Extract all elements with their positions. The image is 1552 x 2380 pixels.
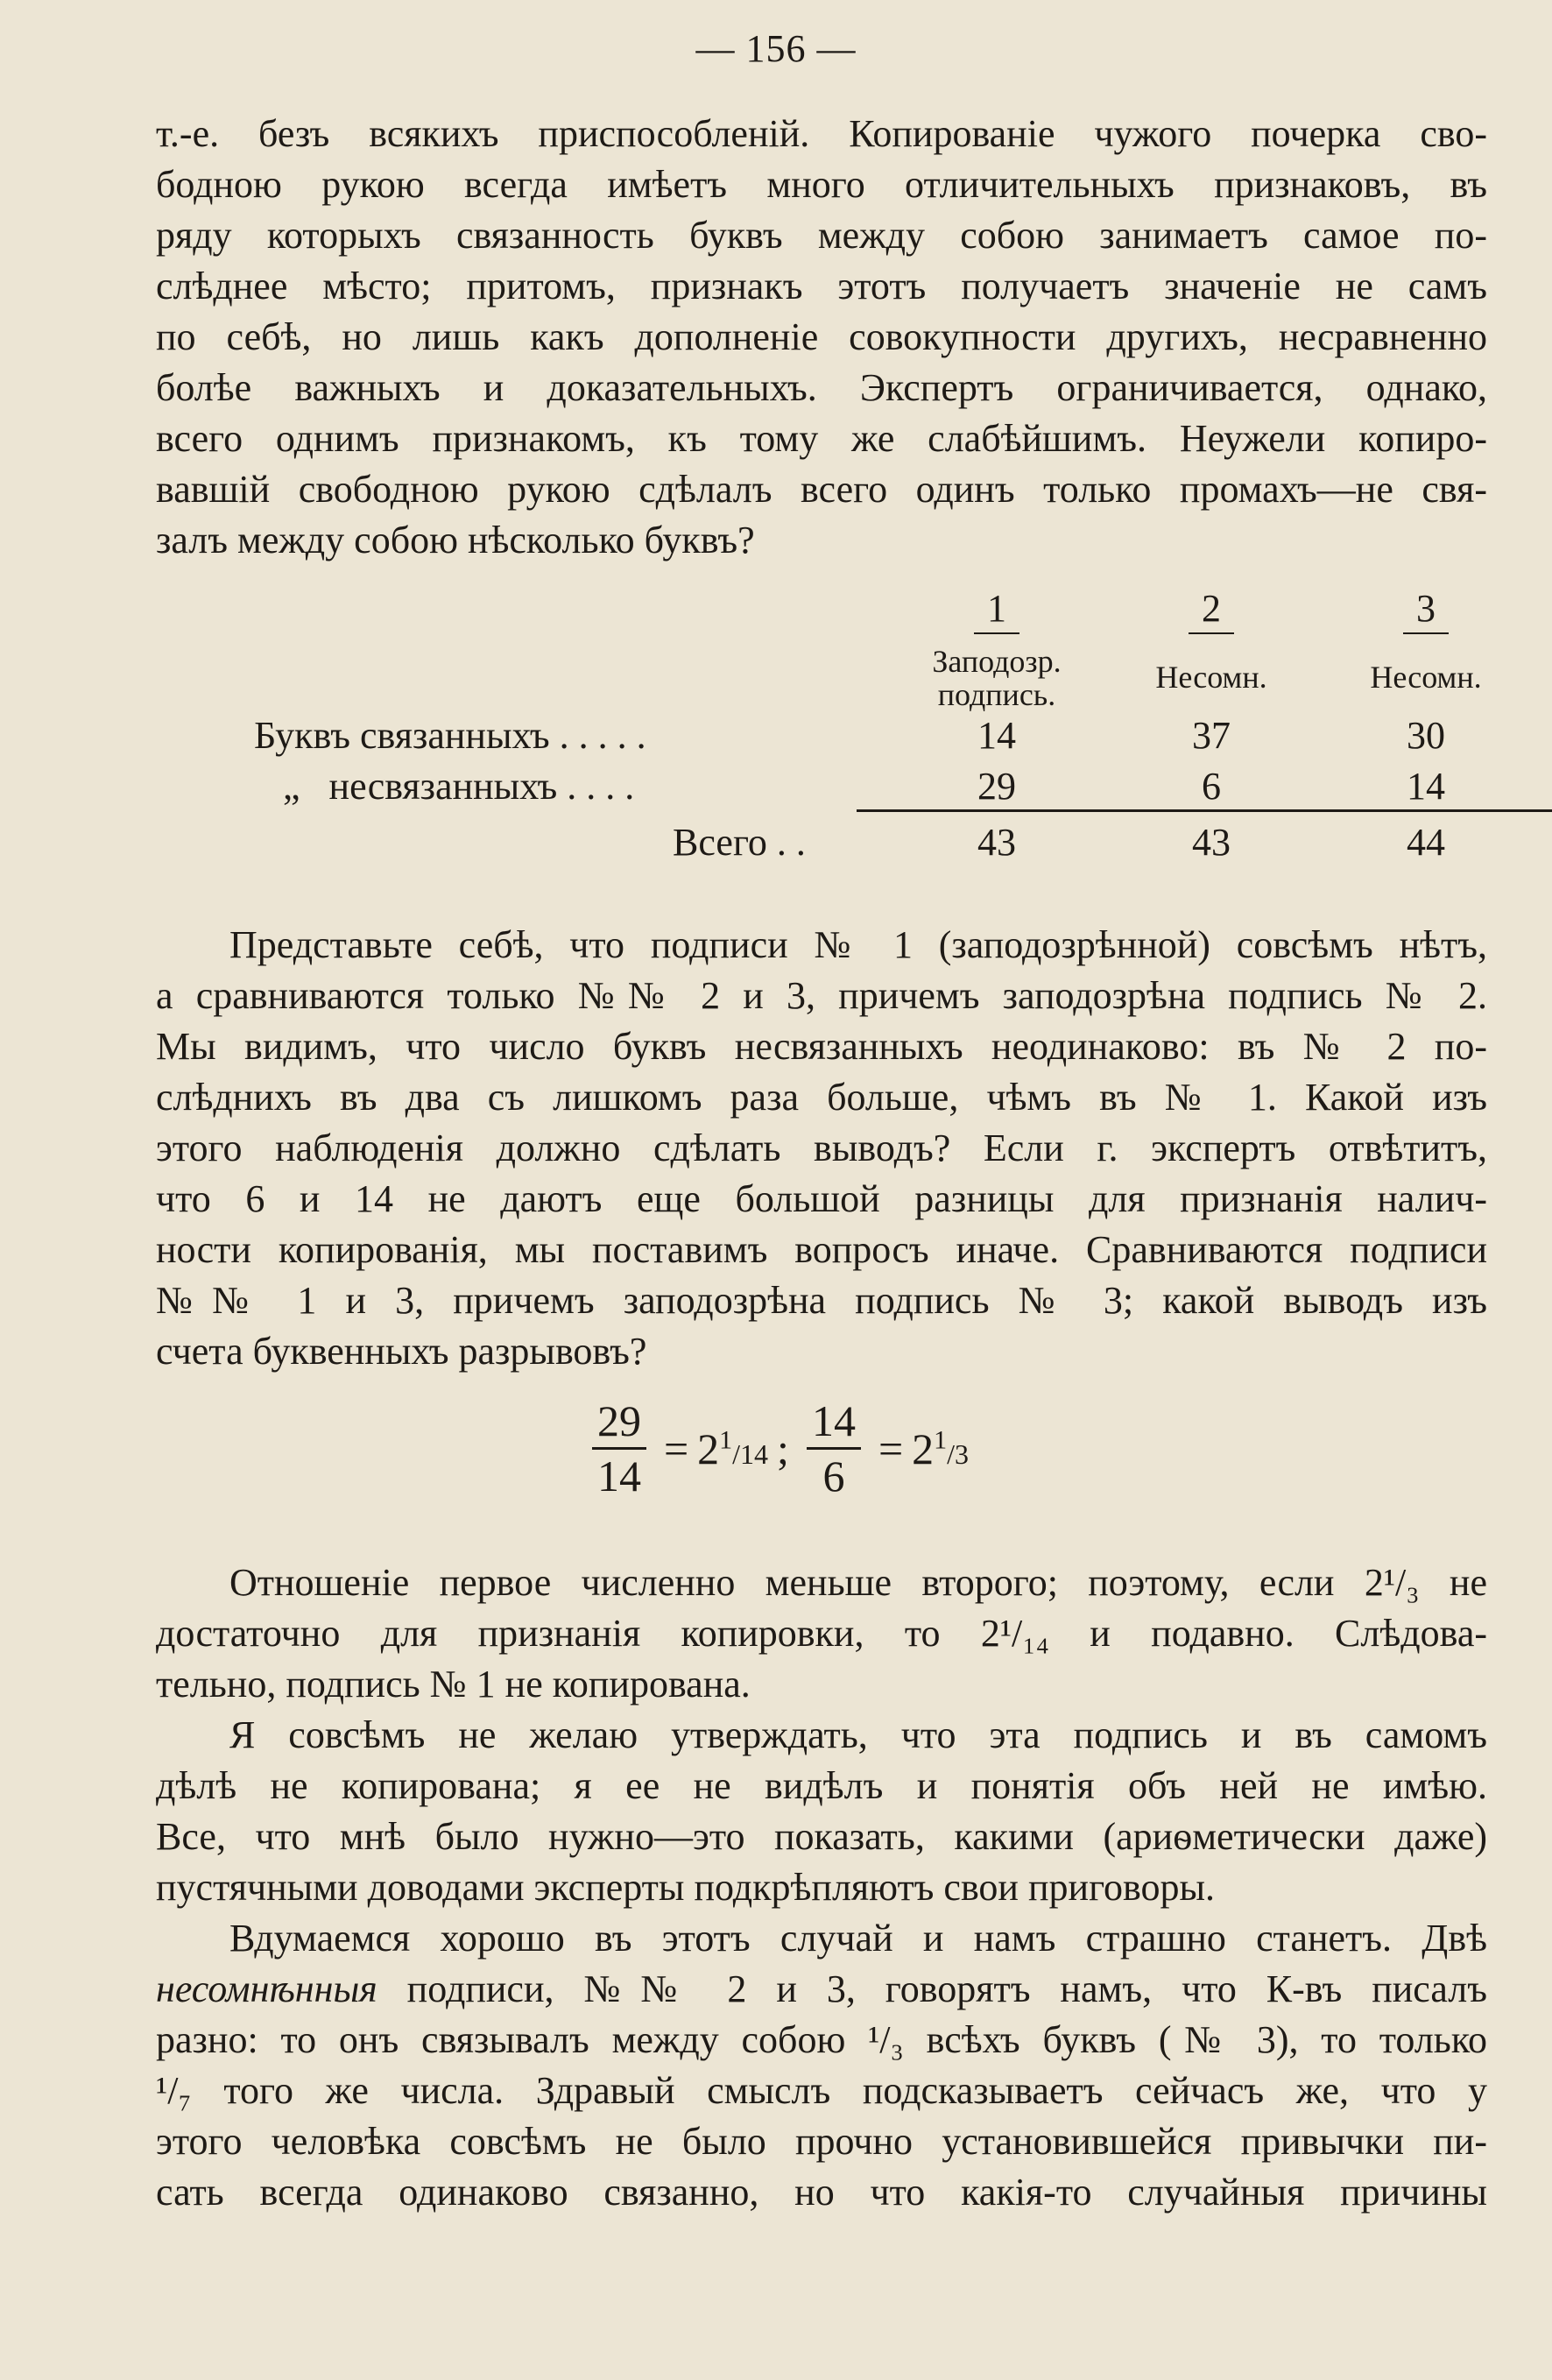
total-rule <box>857 809 1552 812</box>
text-line: залъ между собою нѣсколько буквъ? <box>156 519 755 561</box>
text-line: Вдумаемся хорошо въ этотъ случай и намъ страшно станетъ. Двѣ <box>229 1917 1487 1960</box>
text-line: Отношеніе первое численно меньше второго; поэтому, если 2¹/₃ не <box>229 1561 1487 1604</box>
text-line: ¹/₇ того же числа. Здравый смыслъ подсказываетъ сейчасъ же, что у <box>156 2069 1487 2112</box>
text-line: Представьте себѣ, что подписи № 1 (заподозрѣнной) совсѣмъ нѣтъ, <box>229 923 1487 966</box>
text-line: этого наблюденія должно сдѣлать выводъ? Если г. экспертъ отвѣтитъ, <box>156 1126 1487 1169</box>
paragraph-3 <box>156 1557 1487 1710</box>
text-line: сать всегда одинаково связанно, но что какія-то случайныя причины <box>156 2171 1487 2214</box>
text-line: что 6 и 14 не даютъ еще большой разницы для признанія налич- <box>156 1177 1487 1220</box>
ratio-formula <box>0 1395 1552 1502</box>
text-line: этого человѣка совсѣмъ не было прочно установившейся привычки пи- <box>156 2120 1487 2163</box>
text-line: разно: то онъ связывалъ между собою ¹/₃ всѣхъ буквъ (№ 3), то только <box>156 2018 1487 2061</box>
paragraph-1 <box>156 109 1487 566</box>
table-cell: 44 <box>1407 821 1445 864</box>
equals-sign: = <box>878 1423 904 1473</box>
table-cell: 37 <box>1192 714 1231 757</box>
text-line: несомнѣнныя подписи, №№ 2 и 3, говорятъ намъ, что К-въ писалъ <box>156 1967 1487 2010</box>
table-cell: 14 <box>1407 765 1445 808</box>
text-line: слѣднихъ въ два съ лишкомъ раза больше, чѣмъ въ № 1. Какой изъ <box>156 1076 1487 1119</box>
text-line: вавшій свободною рукою сдѣлалъ всего одинъ только промахъ—не свя- <box>156 468 1487 511</box>
page-number: — 156 — <box>695 27 857 70</box>
text-line: слѣднее мѣсто; притомъ, признакъ этотъ получаетъ значеніе не самъ <box>156 265 1487 307</box>
table-cell: 29 <box>977 765 1016 808</box>
result-1: $2^1/14$ <box>697 1423 769 1473</box>
paragraph-2 <box>156 920 1487 1377</box>
text-line: т.-е. безъ всякихъ приспособленій. Копированіе чужого почерка сво- <box>156 112 1487 155</box>
row-label-total: Всего . . <box>673 821 806 864</box>
column-header-3: Несомн. <box>1370 660 1482 695</box>
text-line: всего однимъ признакомъ, къ тому же слабѣйшимъ. Неужели копиро- <box>156 417 1487 460</box>
text-line: по себѣ, но лишь какъ дополненіе совокупности другихъ, несравненно <box>156 315 1487 358</box>
equals-sign: = <box>663 1423 689 1473</box>
text-line: ряду которыхъ связанность буквъ между собою занимаетъ самое по- <box>156 214 1487 257</box>
row-label-connected: Буквъ связанныхъ . . . . . <box>254 714 646 757</box>
column-header-1: Заподозр. подпись. <box>932 644 1062 712</box>
text-line: бодною рукою всегда имѣетъ много отличительныхъ признаковъ, въ <box>156 163 1487 206</box>
separator: ; <box>777 1423 789 1473</box>
paragraph-4 <box>156 1710 1487 1913</box>
column-header-2: Несомн. <box>1155 660 1267 695</box>
text-line: пустячными доводами эксперты подкрѣпляютъ свои приговоры. <box>156 1866 1216 1909</box>
table-cell: 30 <box>1407 714 1445 757</box>
text-line: счета буквенныхъ разрывовъ? <box>156 1330 647 1373</box>
text-line: №№ 1 и 3, причемъ заподозрѣна подпись № 3; какой выводъ изъ <box>156 1279 1487 1322</box>
table-cell: 43 <box>1192 821 1231 864</box>
text-line: Я совсѣмъ не желаю утверждать, что эта подпись и въ самомъ <box>229 1713 1487 1756</box>
text-line: Все, что мнѣ было нужно—это показать, какими (ариѳметически даже) <box>156 1815 1487 1858</box>
fraction-1: $\frac{29}{14}$ <box>592 1395 646 1502</box>
column-number-1: 1 <box>927 585 1067 634</box>
text-line: дѣлѣ не копирована; я ее не видѣлъ и понятія объ ней не имѣю. <box>156 1764 1487 1807</box>
text-line: а сравниваются только №№ 2 и 3, причемъ заподозрѣна подпись № 2. <box>156 974 1487 1017</box>
text-line: болѣе важныхъ и доказательныхъ. Экспертъ ограничивается, однако, <box>156 366 1487 409</box>
table-cell: 6 <box>1202 765 1221 808</box>
fraction-2: $\frac{14}{6}$ <box>807 1395 861 1502</box>
letter-count-table <box>156 585 1487 883</box>
column-number-2: 2 <box>1141 585 1281 634</box>
table-cell: 14 <box>977 714 1016 757</box>
text-line: ности копированія, мы поставимъ вопросъ иначе. Сравниваются подписи <box>156 1228 1487 1271</box>
emphasis: несомнѣнныя <box>156 1967 377 2010</box>
result-2: $2^1/3$ <box>912 1423 970 1473</box>
row-label-unconnected: „ несвязанныхъ . . . . <box>254 765 635 808</box>
text-line: достаточно для признанія копировки, то 2¹/₁₄ и подавно. Слѣдова- <box>156 1612 1487 1655</box>
text-line: Мы видимъ, что число буквъ несвязанныхъ неодинаково: въ № 2 по- <box>156 1025 1487 1068</box>
text-line: тельно, подпись № 1 не копирована. <box>156 1663 751 1706</box>
table-cell: 43 <box>977 821 1016 864</box>
column-number-3: 3 <box>1356 585 1496 634</box>
paragraph-5 <box>156 1913 1487 2218</box>
